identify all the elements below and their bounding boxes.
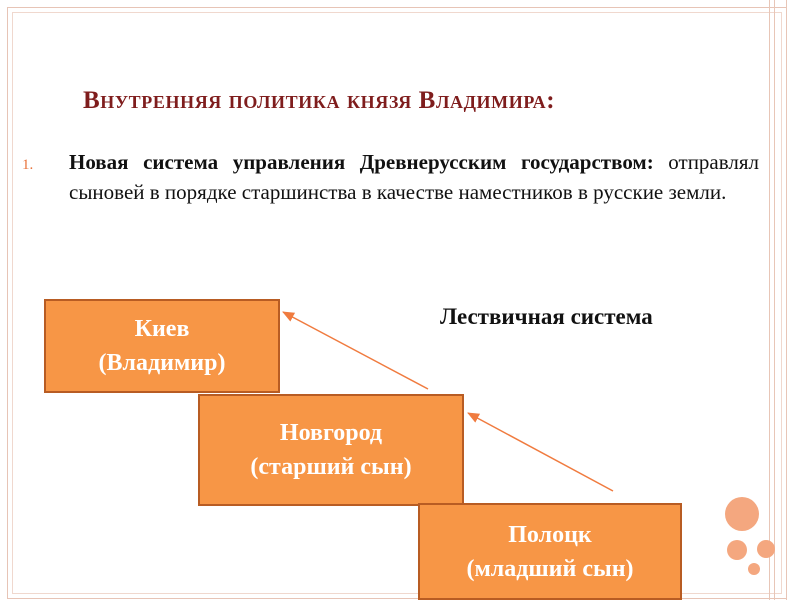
- box-kiev-ruler: (Владимир): [98, 350, 226, 376]
- arrow-polotsk-to-novgorod: [468, 413, 613, 491]
- box-kiev-city: Киев: [134, 316, 190, 342]
- box-polotsk: [418, 503, 682, 600]
- arrow-novgorod-to-kiev: [283, 312, 428, 389]
- diagram-label: Лествичная система: [440, 304, 653, 329]
- box-novgorod: [198, 394, 464, 506]
- list-item-lead: Новая система управления Древнерусским государством:: [69, 150, 654, 174]
- list-number: 1.: [22, 157, 34, 173]
- box-polotsk-city: Полоцк: [508, 521, 592, 548]
- list-item-body: отправлял сыновей в порядке старшинства в качестве наместников в русские земли.: [69, 150, 760, 204]
- box-polotsk-ruler: (младший сын): [466, 555, 634, 582]
- box-kiev: [44, 299, 280, 393]
- box-novgorod-city: Новгород: [279, 420, 383, 446]
- box-novgorod-ruler: (старший сын): [250, 454, 412, 480]
- slide-title: Внутренняя политика князя Владимира:: [83, 87, 556, 114]
